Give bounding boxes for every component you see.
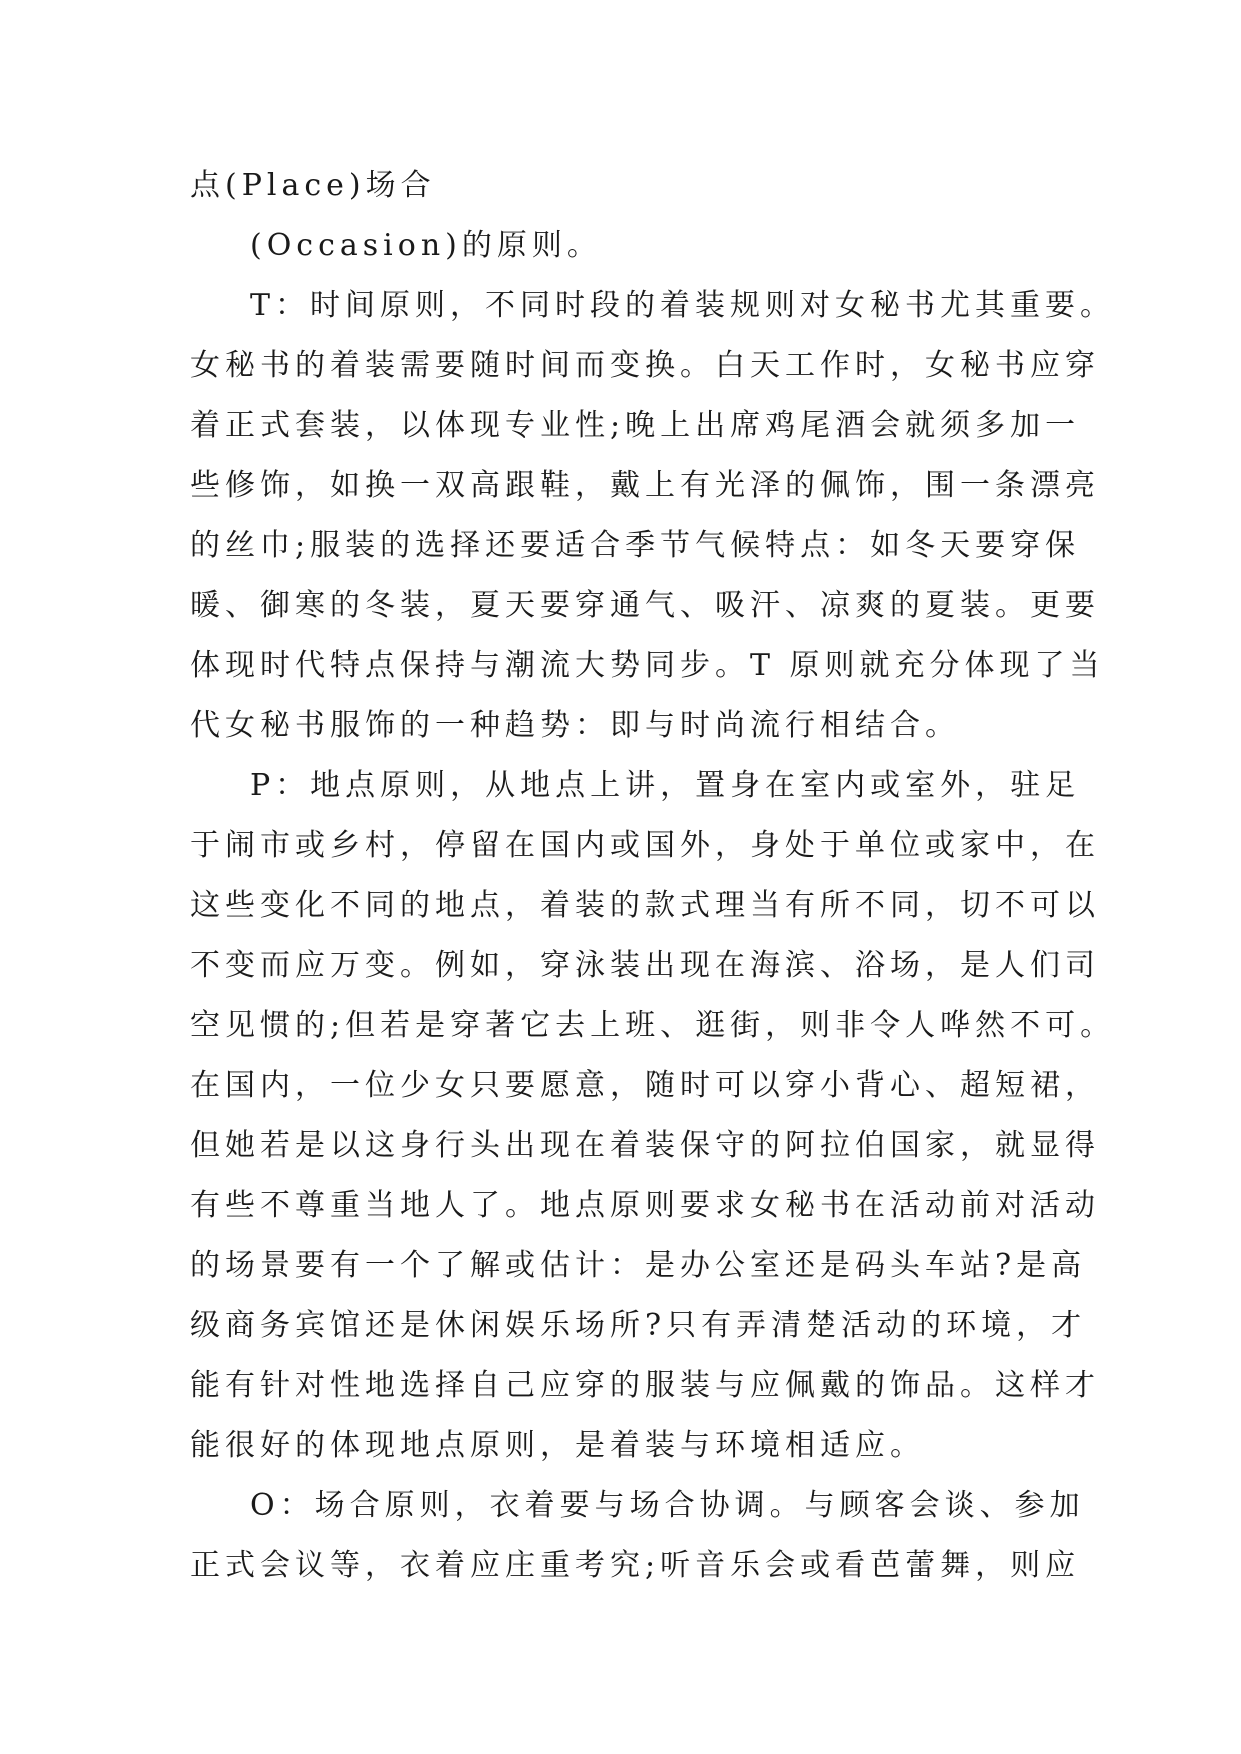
text-line: 体现时代特点保持与潮流大势同步。T 原则就充分体现了当 bbox=[190, 648, 1105, 683]
text-line: 着正式套装，以体现专业性;晚上出席鸡尾酒会就须多加一 bbox=[190, 408, 1081, 443]
text-line: 于闹市或乡村，停留在国内或国外，身处于单位或家中，在 bbox=[190, 828, 1100, 863]
text-line: 能有针对性地选择自己应穿的服装与应佩戴的饰品。这样才 bbox=[190, 1368, 1100, 1403]
text-line: O：场合原则，衣着要与场合协调。与顾客会谈、参加 bbox=[250, 1488, 1085, 1523]
text-line: 在国内，一位少女只要愿意，随时可以穿小背心、超短裙， bbox=[190, 1068, 1100, 1103]
text-line: 但她若是以这身行头出现在着装保守的阿拉伯国家，就显得 bbox=[190, 1128, 1100, 1163]
text-line: 的场景要有一个了解或估计：是办公室还是码头车站?是高 bbox=[190, 1248, 1087, 1283]
text-line: 不变而应万变。例如，穿泳装出现在海滨、浴场，是人们司 bbox=[190, 948, 1100, 983]
text-line: 暖、御寒的冬装，夏天要穿通气、吸汗、凉爽的夏装。更要 bbox=[190, 588, 1100, 623]
text-line: 空见惯的;但若是穿著它去上班、逛街，则非令人哗然不可。 bbox=[190, 1008, 1116, 1043]
text-line: 级商务宾馆还是休闲娱乐场所?只有弄清楚活动的环境，才 bbox=[190, 1308, 1087, 1343]
text-line: 的丝巾;服装的选择还要适合季节气候特点：如冬天要穿保 bbox=[190, 528, 1081, 563]
text-line: 点(Place)场合 bbox=[190, 168, 436, 203]
text-line: 能很好的体现地点原则，是着装与环境相适应。 bbox=[190, 1428, 925, 1463]
text-line: 女秘书的着装需要随时间而变换。白天工作时，女秘书应穿 bbox=[190, 348, 1100, 383]
text-line: 有些不尊重当地人了。地点原则要求女秘书在活动前对活动 bbox=[190, 1188, 1100, 1223]
text-line: 代女秘书服饰的一种趋势：即与时尚流行相结合。 bbox=[190, 708, 960, 743]
text-line: 这些变化不同的地点，着装的款式理当有所不同，切不可以 bbox=[190, 888, 1100, 923]
text-line: P：地点原则，从地点上讲，置身在室内或室外，驻足 bbox=[250, 768, 1081, 803]
text-line: 些修饰，如换一双高跟鞋，戴上有光泽的佩饰，围一条漂亮 bbox=[190, 468, 1100, 503]
text-line: 正式会议等，衣着应庄重考究;听音乐会或看芭蕾舞，则应 bbox=[190, 1548, 1081, 1583]
text-line: (Occasion)的原则。 bbox=[250, 228, 602, 263]
text-line: T：时间原则，不同时段的着装规则对女秘书尤其重要。 bbox=[250, 288, 1116, 323]
